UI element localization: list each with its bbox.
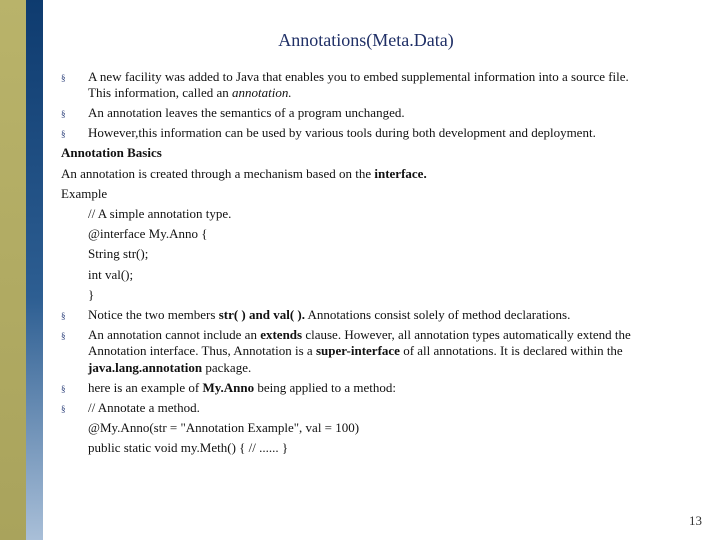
bullet-item	[61, 105, 681, 121]
bullet-icon: §	[61, 383, 66, 394]
intro-line	[61, 166, 681, 182]
bullet-text: An annotation leaves the semantics of a program unchanged.	[88, 105, 405, 121]
bullet-text: of all annotations. It is declared within the	[399, 343, 623, 359]
bullet-item	[61, 380, 681, 396]
bold-term: str( ) and val( ).	[218, 307, 305, 323]
heading-text: Annotation Basics	[61, 145, 162, 161]
code-line: }	[88, 286, 95, 302]
bullet-item	[61, 400, 681, 416]
bullet-text: Annotations consist solely of method declarations.	[304, 307, 571, 323]
bold-term: interface.	[374, 165, 427, 181]
bullet-text: This information, called an	[88, 85, 233, 101]
code-line: @My.Anno(str = "Annotation Example", val = 100)	[88, 419, 360, 435]
left-decor-band	[0, 0, 26, 540]
bold-term: extends	[260, 327, 303, 343]
intro-text: An annotation is created through a mechanism based on the	[61, 165, 375, 181]
bullet-text: clause. However, all annotation types automatically extend the Annotation interface. Thus, Annotation is a	[88, 327, 631, 359]
bullet-item	[61, 69, 681, 102]
code-line: // A simple annotation type.	[88, 206, 232, 222]
bullet-text: here is an example of	[88, 379, 203, 395]
code-line: String str();	[88, 246, 149, 262]
bullet-item	[61, 125, 681, 141]
bullet-item	[61, 307, 681, 323]
bullet-icon: §	[61, 331, 66, 342]
bold-term: My.Anno	[202, 379, 255, 395]
bullet-text: being applied to a method:	[254, 379, 396, 395]
bullet-icon: §	[61, 73, 66, 83]
slide-body	[61, 69, 681, 460]
bold-term: java.lang.annotation	[88, 359, 203, 375]
bullet-text: // Annotate a method.	[88, 399, 200, 415]
bullet-icon: §	[61, 403, 66, 414]
code-line: public static void my.Meth() { // ...... }	[88, 440, 289, 456]
bullet-text: An annotation cannot include an	[88, 327, 261, 343]
section-heading	[61, 145, 681, 161]
code-line: int val();	[88, 266, 134, 282]
code-line: @interface My.Anno {	[88, 226, 208, 242]
slide-title: Annotations(Meta.Data)	[278, 30, 454, 50]
bullet-item	[61, 327, 681, 376]
bullet-text: However,this information can be used by various tools during both development and deployment.	[88, 125, 596, 141]
italic-term: annotation.	[232, 85, 292, 101]
left-blue-band	[26, 0, 43, 540]
bold-term: super-interface	[315, 343, 400, 359]
bullet-icon: §	[61, 311, 66, 322]
bullet-icon: §	[61, 109, 66, 120]
bullet-text: A new facility was added to Java that enables you to embed supplemental information into a source file.	[88, 69, 629, 84]
bullet-text: package.	[202, 359, 252, 375]
page-number: 13	[689, 513, 702, 528]
example-label: Example	[61, 185, 108, 201]
bullet-text: Notice the two members	[88, 307, 219, 323]
bullet-icon: §	[61, 129, 66, 140]
